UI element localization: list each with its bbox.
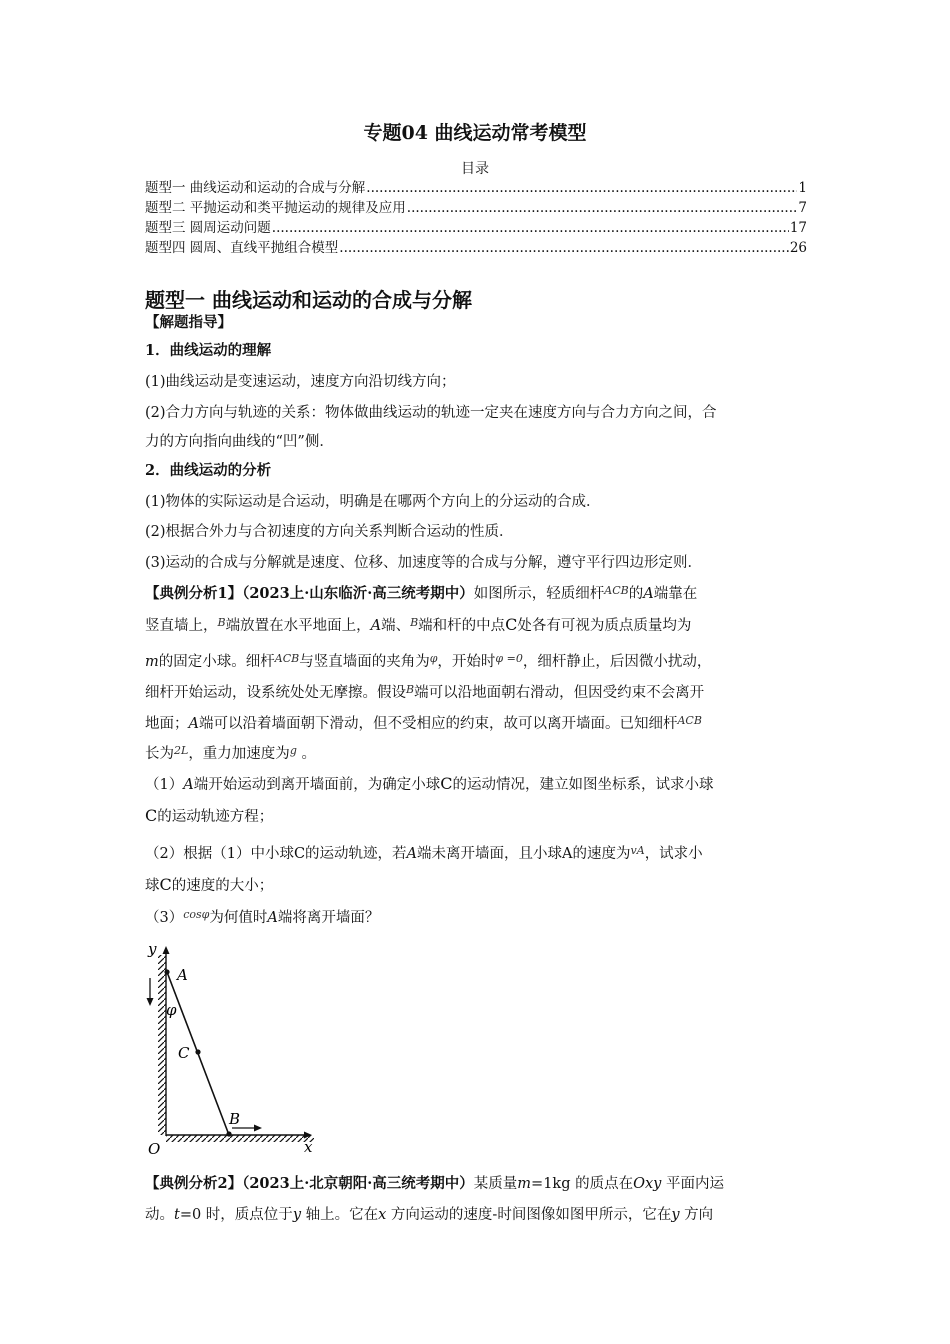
rod-wall-figure [140,940,330,1160]
math: C [145,806,158,825]
subsection-title: 1．曲线运动的理解 [145,342,272,359]
example-source: （2023上·山东临沂·高三统考期中） [242,585,474,602]
text: 方向 [679,1207,714,1223]
text: 地面； [145,716,189,732]
paragraph: (1)曲线运动是变速运动，速度方向沿切线方向； [145,374,456,390]
toc-item-page: 17 [789,220,807,236]
toc-item-page: 7 [798,200,807,216]
text: 处各有可视为质点质量均为 [517,618,692,634]
math: vA [630,844,645,857]
paragraph: (2)根据合外力与合初速度的方向关系判断合运动的性质． [145,524,514,540]
question-line [145,874,273,895]
math: A [370,618,382,634]
text: 的运动情况，建立如图坐标系，试求小球 [452,777,714,793]
example-tag: 【典例分析1】 [145,585,243,602]
section-heading: 题型一 曲线运动和运动的合成与分解 [145,288,472,312]
math: A [406,846,418,862]
question-line [145,906,379,927]
wall-hatching [158,955,166,1135]
math: A [267,910,278,926]
math: y [671,1207,680,1223]
text: 轴上。它在 [301,1207,379,1223]
text: 如图所示，轻质细杆 [473,586,605,602]
text: 球 [145,878,160,894]
math: C [505,615,518,634]
math: C [440,774,453,793]
text: =0 时，质点位于 [179,1207,293,1223]
math: ACB [677,714,702,727]
math: φ [429,652,438,665]
ball-b [226,1131,231,1136]
toc-item[interactable] [145,198,807,218]
paragraph: (1)物体的实际运动是合运动，明确是在哪两个方向上的分运动的合成． [145,494,601,510]
y-axis-arrow-icon [163,946,170,954]
math: ACB [604,584,629,597]
point-a-label: A [177,966,188,984]
question-line [145,842,703,863]
toc-item[interactable] [145,238,807,258]
point-c-label: C [178,1044,190,1062]
text: =1kg 的质点在 [531,1176,634,1192]
math: A [188,716,199,732]
toc-item-label: 题型二 平抛运动和类平抛运动的规律及应用 [145,200,406,216]
example-line [145,1203,713,1224]
text: 的运动轨迹方程； [157,809,274,825]
text: （1） [145,777,184,793]
example-line [145,712,702,733]
math: t [174,1207,180,1223]
paragraph: (2)合力方向与轨迹的关系：物体做曲线运动的轨迹一定夹在速度方向与合力方向之间，合 [145,405,717,421]
ground-hatching [166,1135,314,1142]
text: 端和杆的中点 [418,618,506,634]
math: C [159,875,172,894]
origin-label: O [148,1140,161,1158]
text: 端未离开墙面，且小球A的速度为 [417,846,631,862]
toc-item-page: 1 [798,180,807,196]
guide-label: 【解题指导】 [145,314,232,331]
math: y [292,1207,302,1223]
text: 方向运动的速度-时间图像如图甲所示，它在 [386,1207,672,1223]
text: 端可以沿着墙面朝下滑动，但不受相应的约束，故可以离开墙面。已知细杆 [198,716,678,732]
example-line [145,681,704,702]
ball-c [195,1049,200,1054]
example-line [145,742,316,763]
subsection-title: 2．曲线运动的分析 [145,462,272,479]
y-label: y [148,940,157,958]
angle-phi-label: φ [166,1001,177,1019]
toc-item-label: 题型一 曲线运动和运动的合成与分解 [145,180,366,196]
paragraph: 力的方向指向曲线的“凹”侧． [145,434,334,450]
example-source: （2023上·北京朝阳·高三统考期中） [242,1175,474,1192]
math: 2L [174,744,189,757]
math: B [406,683,415,696]
doc-title: 专题04 曲线运动常考模型 [363,122,587,144]
toc-item-page: 26 [789,240,807,256]
toc-leader [339,238,789,258]
table-of-contents [145,178,807,258]
toc-item-label: 题型四 圆周、直线平抛组合模型 [145,240,339,256]
question-line [145,805,273,826]
text: 竖直墙上， [145,618,218,634]
example-line [145,650,711,671]
ball-a [164,969,169,974]
math: B [410,616,419,629]
math: m [145,654,159,670]
text: 平面内运 [661,1176,724,1192]
right-arrow-icon [254,1125,262,1132]
down-arrow-icon [147,998,154,1006]
point-b-label: B [229,1110,241,1128]
text: ，试求小 [644,846,703,862]
math: A [643,586,654,602]
text: 长为 [145,746,174,762]
text: ，重力加速度为 [188,746,290,762]
math: g [289,744,297,757]
math: Oxy [633,1176,662,1192]
text: 的 [628,586,644,602]
toc-item[interactable] [145,178,807,198]
text: （3） [145,910,184,926]
text: 端可以沿地面朝右滑动，但因受约束不会离开 [414,685,705,701]
text: 端开始运动到离开墙面前，为确定小球 [193,777,441,793]
text: （2）根据（1）中小球C的运动轨迹，若 [145,846,407,862]
text: 。 [296,746,316,762]
toc-leader [272,218,789,238]
math: ACB [274,652,300,665]
example-line [145,1172,724,1193]
toc-leader [407,198,798,218]
text: 的固定小球。细杆 [158,654,275,670]
paragraph: (3)运动的合成与分解就是速度、位移、加速度等的合成与分解，遵守平行四边形定则． [145,555,703,571]
math: m [517,1176,532,1192]
x-label: x [304,1138,313,1156]
question-line [145,773,713,794]
text: 细杆开始运动，设系统处处无摩擦。假设 [145,685,406,701]
text: 端靠在 [653,586,698,602]
text: 的速度的大小； [171,878,274,894]
math: x [378,1207,387,1223]
example-line [145,614,691,635]
toc-item-label: 题型三 圆周运动问题 [145,220,271,236]
text: 为何值时 [209,910,268,926]
toc-heading: 目录 [461,161,489,177]
math: cosφ [183,908,210,921]
toc-leader [366,178,797,198]
text: 与竖直墙面的夹角为 [299,654,430,670]
text: ，开始时 [437,654,496,670]
toc-item[interactable] [145,218,807,238]
text: 端放置在水平地面上， [225,618,371,634]
text: 某质量 [473,1176,518,1192]
text: 端将离开墙面？ [277,910,380,926]
example-tag: 【典例分析2】 [145,1175,243,1192]
text: 动。 [145,1207,174,1223]
text: 端、 [381,618,411,634]
math: φ =0 [495,652,523,665]
math: A [183,777,194,793]
math: B [217,616,226,629]
example-line [145,582,697,603]
text: ，细杆静止，后因微小扰动， [522,654,712,670]
